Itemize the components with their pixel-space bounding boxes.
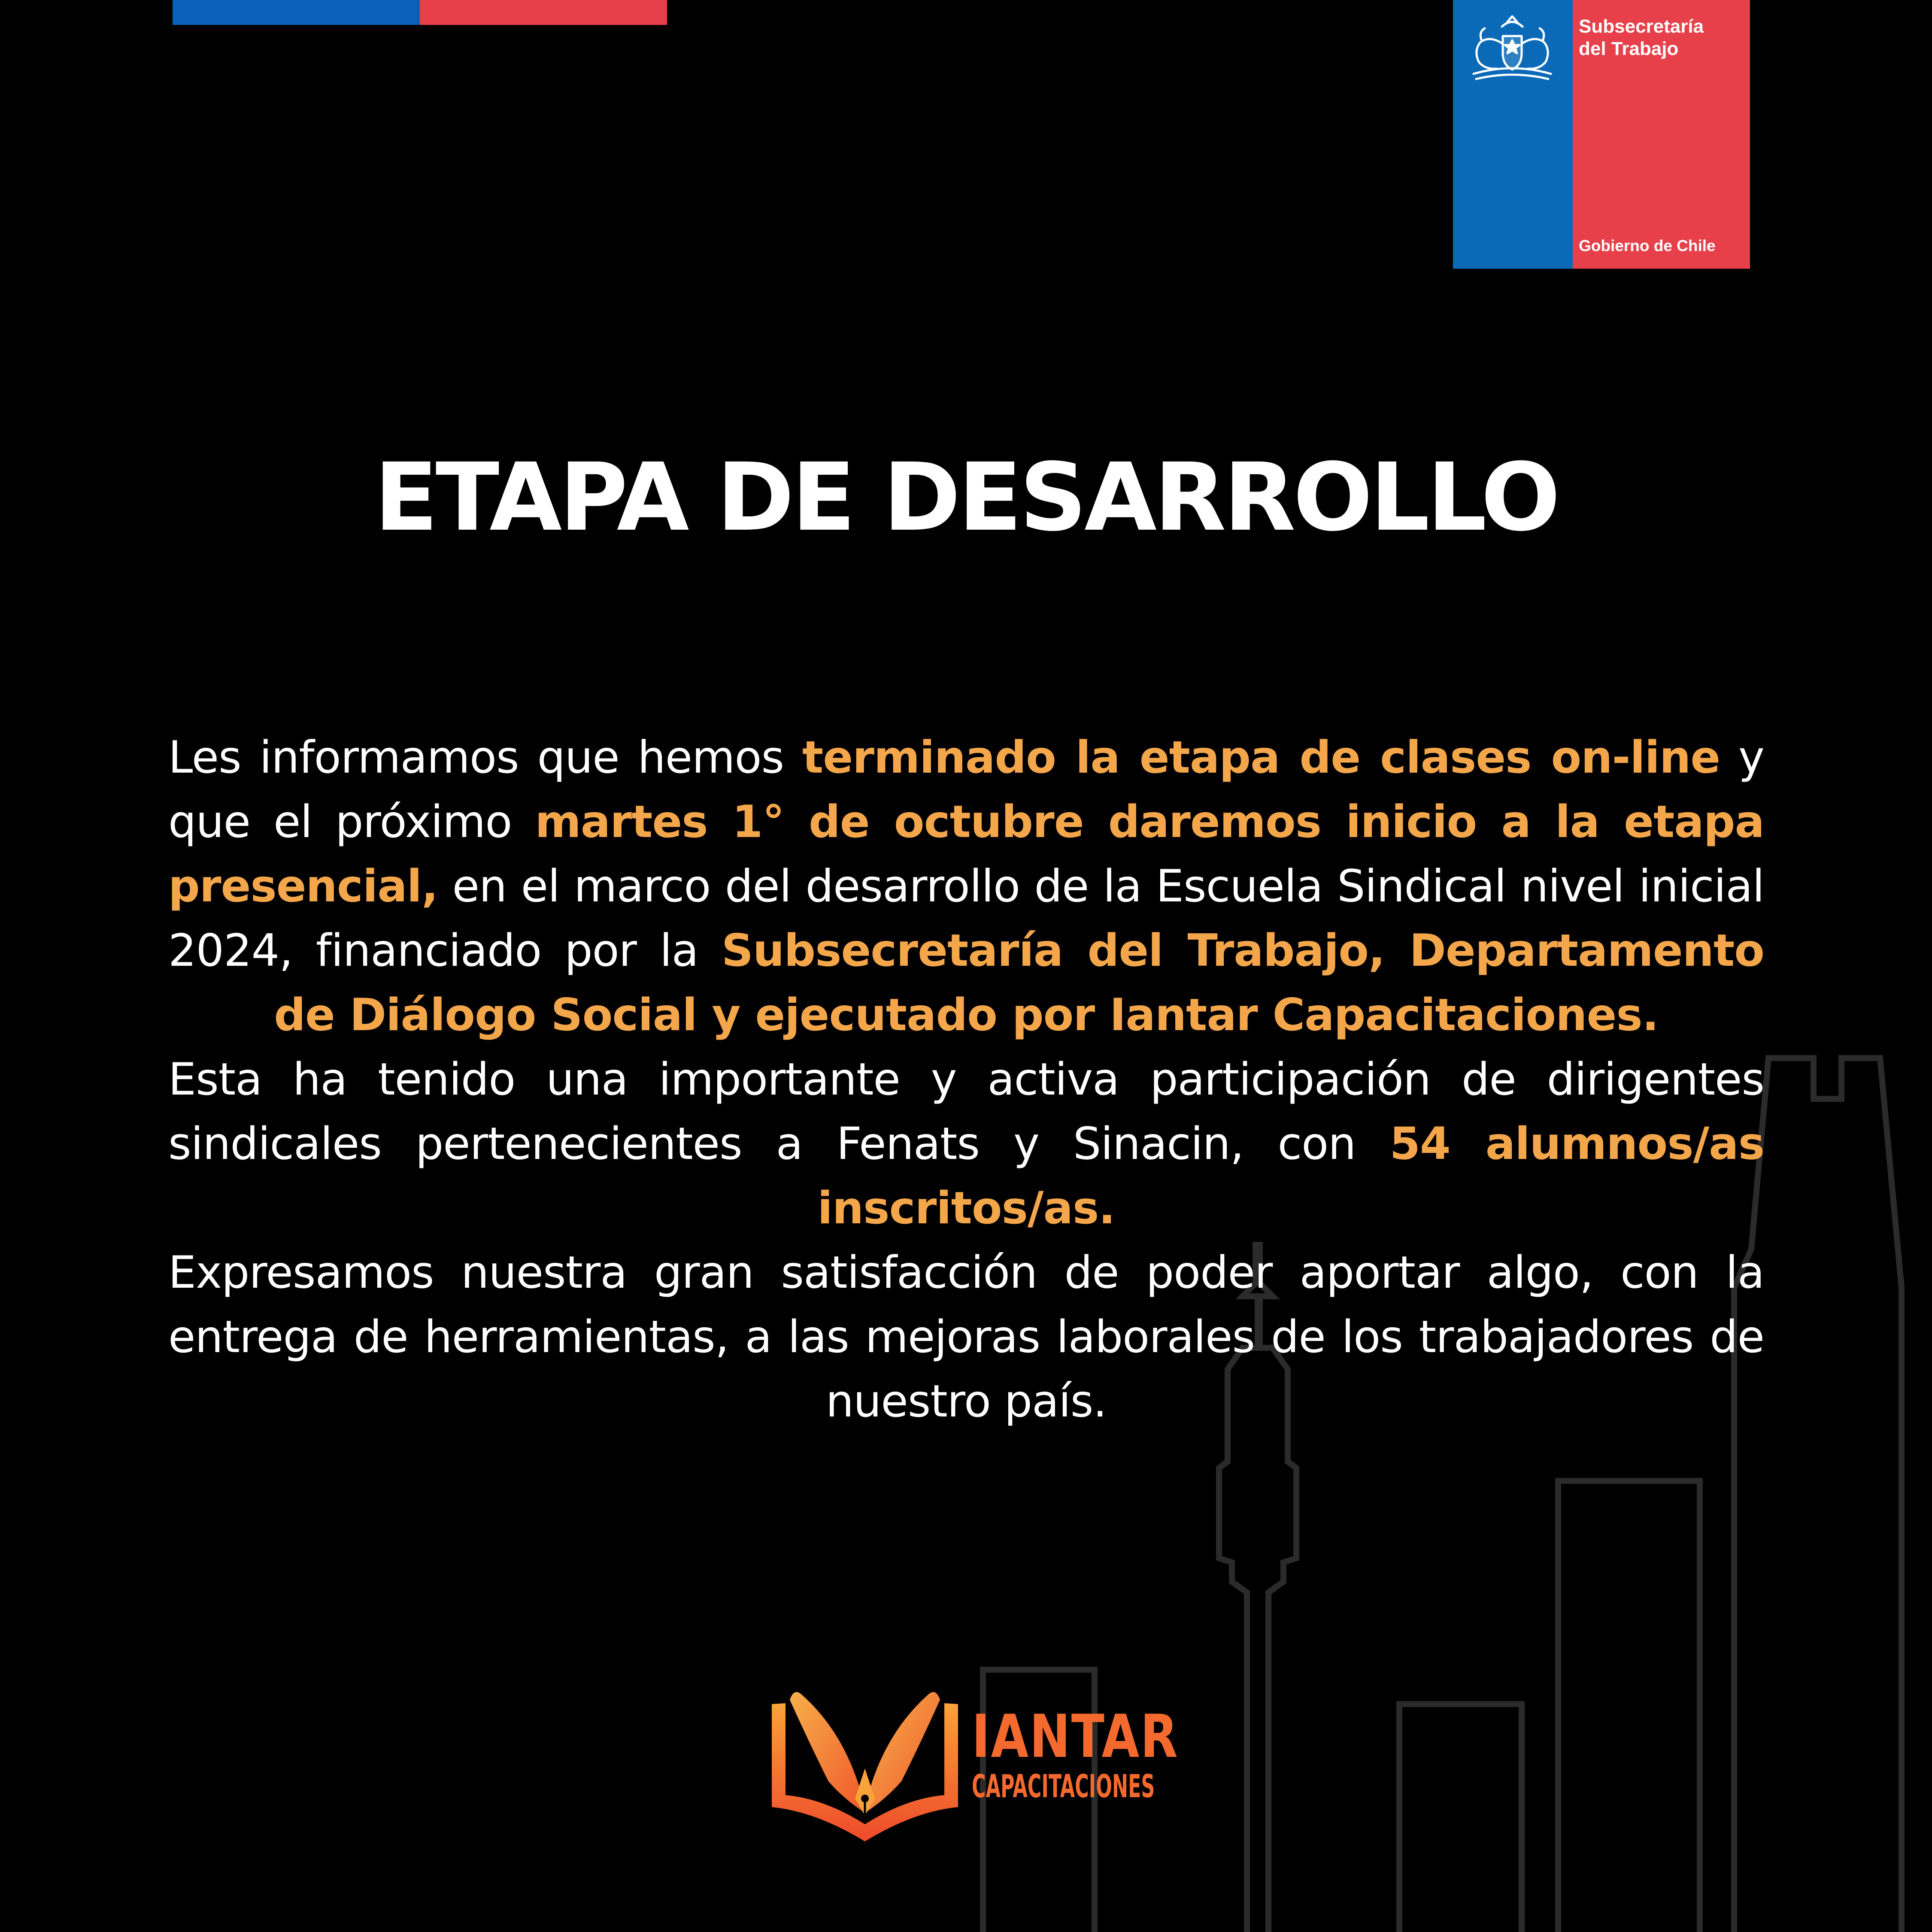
paragraph-1-highlight-2: martes 1° de octubre daremos inicio a la etapa presencial,	[168, 796, 1764, 912]
announcement-body	[168, 725, 1764, 1434]
paragraph-3-text-1: Expresamos nuestra gran satisfacción de poder aportar algo, con la entrega de herramientas, a las mejoras laborales de los trabajadores de nuestro país.	[168, 1247, 1764, 1427]
paragraph-1-highlight-1: terminado la etapa de clases on-line	[802, 732, 1720, 783]
government-agency-name: Subsecretaría del Trabajo	[1579, 16, 1704, 59]
open-book-pen-icon	[764, 1670, 966, 1850]
logo-name: IANTAR	[972, 1702, 1179, 1771]
government-logo-blue-panel	[1453, 0, 1573, 269]
paragraph-1-text-2: y que el próximo	[168, 732, 1764, 848]
government-logo-block	[1453, 0, 1750, 269]
paragraph-2	[168, 1047, 1764, 1240]
flag-bar	[173, 0, 667, 25]
skyline-building-middle	[1399, 1704, 1522, 1932]
skyline-building-right	[1558, 1481, 1700, 1932]
paragraph-1	[168, 725, 1764, 1047]
paragraph-3	[168, 1240, 1764, 1434]
paragraph-2-highlight-1: 54 alumnos/as inscritos/as.	[817, 1118, 1764, 1234]
logo-subtitle: CAPACITACIONES	[972, 1768, 1155, 1805]
flag-bar-blue	[173, 0, 420, 25]
paragraph-1-text-1: Les informamos que hemos	[168, 732, 803, 783]
iantar-logo	[764, 1670, 1185, 1850]
government-logo-red-panel	[1573, 0, 1750, 269]
flag-bar-red	[420, 0, 667, 25]
government-footer: Gobierno de Chile	[1579, 237, 1716, 255]
paragraph-2-text-1: Esta ha tenido una importante y activa participación de dirigentes sindicales pertenecientes a Fenats y Sinacin, con	[168, 1054, 1764, 1170]
page-title: ETAPA DE DESARROLLO	[374, 443, 1558, 552]
paragraph-1-highlight-3: Subsecretaría del Trabajo, Departamento de Diálogo Social y ejecutado por Iantar Capacitaciones.	[274, 925, 1764, 1041]
paragraph-1-text-3: en el marco del desarrollo de la Escuela Sindical nivel inicial 2024, financiado por la	[168, 861, 1764, 977]
chile-coat-of-arms-icon	[1461, 9, 1564, 82]
